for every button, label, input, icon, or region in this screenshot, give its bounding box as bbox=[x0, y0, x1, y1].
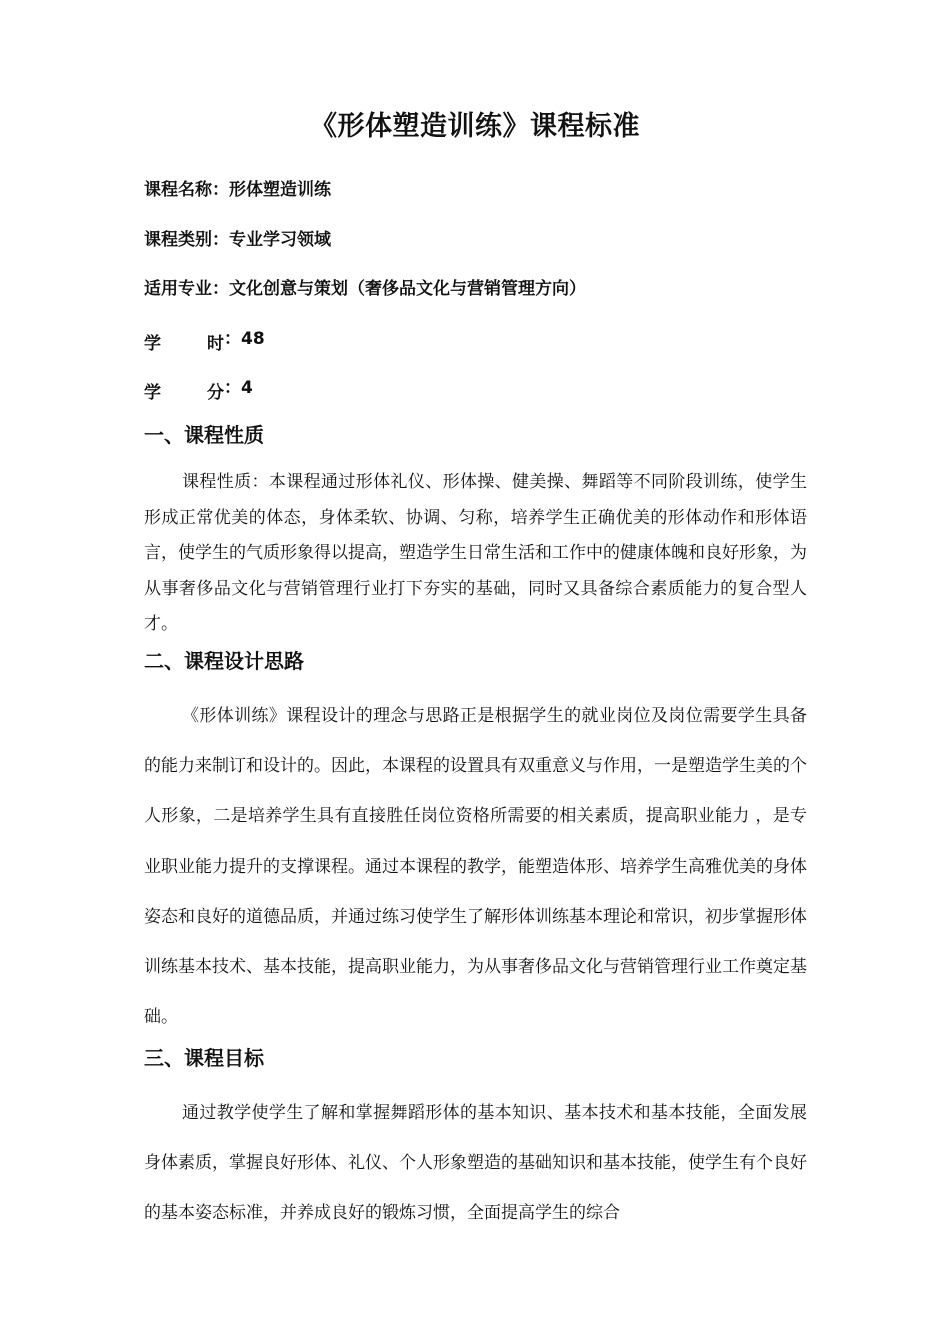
course-name-value: 形体塑造训练 bbox=[229, 180, 331, 200]
credits-label-char-1: 学 bbox=[144, 383, 161, 403]
hours-line bbox=[144, 324, 265, 354]
course-type-value: 专业学习领域 bbox=[229, 230, 331, 250]
section-heading-nature: 一、课程性质 bbox=[144, 423, 264, 447]
course-name-label: 课程名称 bbox=[144, 180, 212, 200]
course-type-line bbox=[144, 225, 331, 250]
document-title: 《形体塑造训练》课程标准 bbox=[310, 111, 640, 142]
section-body-design: 《形体训练》课程设计的理念与思路正是根据学生的就业岗位及岗位需要学生具备的能力来制订和设计的。因此，本课程的设置具有双重意义与作用，一是塑造学生美的个人形象，二是培养学生具有直接胜任岗位资格所需要的相关素质，提高职业能力 ，是专业职业能力提升的支撑课程。通过本课程的教学，能塑造体形、培养学生高雅优美的身体姿态和良好的道德品质，并通过练习使学生了解形体训练基本理论和常识，初步掌握形体训练基本技术、基本技能，提高职业能力，为从事奢侈品文化与营销管理行业工作奠定基础。 bbox=[144, 706, 807, 1028]
course-name-separator: ： bbox=[212, 180, 229, 200]
hours-label-char-1: 学 bbox=[144, 334, 161, 354]
section-heading-goals: 三、课程目标 bbox=[144, 1046, 264, 1070]
course-type-separator: ： bbox=[212, 230, 229, 250]
course-name-line bbox=[144, 175, 331, 200]
credits-line bbox=[144, 373, 253, 403]
hours-value: 48 bbox=[241, 329, 265, 349]
credits-label bbox=[144, 378, 224, 403]
credits-separator: ： bbox=[224, 378, 241, 398]
section-body-nature: 课程性质：本课程通过形体礼仪、形体操、健美操、舞蹈等不同阶段训练，使学生形成正常优美的体态，身体柔软、协调、匀称，培养学生正确优美的形体动作和形体语言，使学生的气质形象得以提高，塑造学生日常生活和工作中的健康体魄和良好形象，为从事奢侈品文化与营销管理行业打下夯实的基础，同时又具备综合素质能力的复合型人才。 bbox=[144, 472, 807, 634]
credits-label-char-2: 分 bbox=[207, 383, 224, 403]
major-label: 适用专业 bbox=[144, 279, 212, 299]
hours-separator: ： bbox=[224, 329, 241, 349]
hours-label-char-2: 时 bbox=[207, 334, 224, 354]
course-type-label: 课程类别 bbox=[144, 230, 212, 250]
section-heading-design: 二、课程设计思路 bbox=[144, 649, 304, 673]
major-separator: ： bbox=[212, 279, 229, 299]
credits-value: 4 bbox=[241, 378, 253, 398]
hours-label bbox=[144, 329, 224, 354]
major-value: 文化创意与策划（奢侈品文化与营销管理方向） bbox=[229, 279, 586, 299]
section-body-goals: 通过教学使学生了解和掌握舞蹈形体的基本知识、基本技术和基本技能，全面发展身体素质，掌握良好形体、礼仪、个人形象塑造的基础知识和基本技能，使学生有个良好的基本姿态标准，并养成良好的锻炼习惯，全面提高学生的综合 bbox=[144, 1103, 807, 1224]
major-line bbox=[144, 274, 586, 299]
